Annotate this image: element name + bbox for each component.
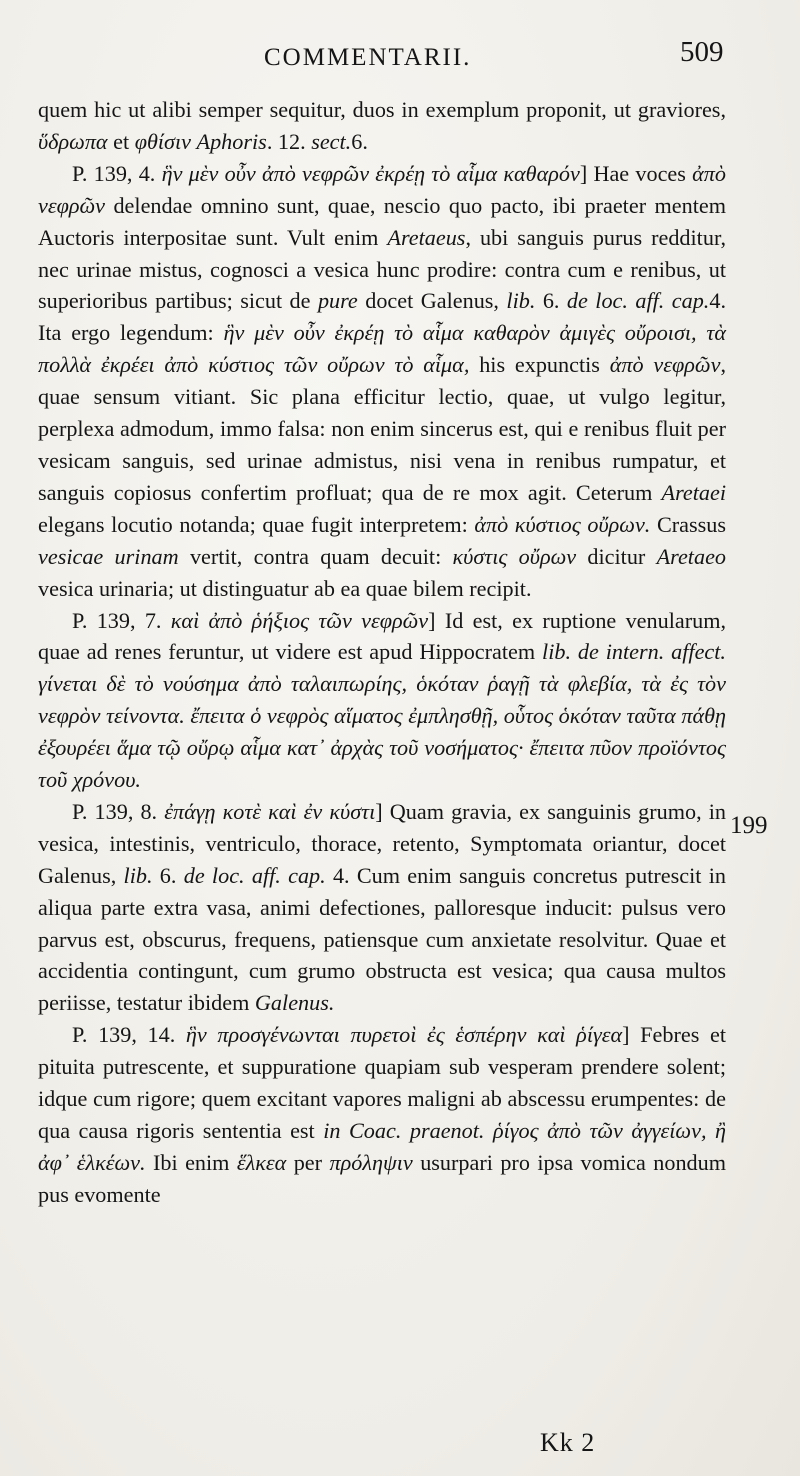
italic-reference: de loc. aff. cap. [566, 288, 710, 314]
italic-reference: Aphoris [196, 128, 267, 154]
greek-quotation: ἀπὸ κύστιος οὔρων. [474, 511, 651, 537]
latin-text: ] Id est, ex ruptione venularum, quae ad renes feruntur, ut videre est apud Hippocratem [38, 607, 726, 665]
latin-text: 6. [152, 862, 184, 888]
paragraph-3 [38, 605, 726, 796]
paragraph-2 [38, 158, 726, 605]
latin-text: 4. Ita ergo legendum: [38, 288, 726, 346]
latin-text: vesica urinaria; ut distinguatur ab ea quae bilem recipit. [38, 575, 532, 601]
latin-text: ] Quam gravia, ex sanguinis grumo, in vesica, intestinis, ventriculo, thorace, retento, Symptomata oriantur, docet Galenus, [38, 798, 726, 888]
latin-text: P. 139, 8. [72, 798, 165, 824]
paragraph-4 [38, 796, 726, 1019]
italic-reference: vesicae urinam [38, 543, 179, 569]
greek-quotation: ῥίγος ἀπὸ τῶν ἀγγείων, ἢ ἀφ᾽ ἑλκέων. [38, 1118, 726, 1175]
latin-text: , ubi sanguis purus redditur, nec urinae mistus, cognosci a vesica hunc prodire: contra cum e renibus, ut superioribus partibus; sicut de [38, 224, 726, 314]
greek-quotation: ἕλκεα [236, 1149, 287, 1175]
italic-reference: Aretaeus [387, 224, 466, 250]
paragraph-1 [38, 94, 726, 158]
italic-reference: in Coac. praenot. [323, 1118, 485, 1143]
latin-text: vertit, contra quam decuit: [178, 543, 453, 569]
paragraph-5 [38, 1019, 726, 1210]
latin-text: 4. Cum enim sanguis concretus putrescit in aliqua parte extra vasa, animi defectiones, palloresque inducit: pulsus vero parvus est, obscurus, frequens, patiensque cum anxietate resolvitur. Quae et accidentia contingunt, cum grumo obstructa est vesica; qua causa multos periisse, testatur ibidem [38, 862, 726, 1016]
latin-text: P. 139, 7. [72, 607, 171, 633]
latin-text: . 12. [266, 128, 312, 154]
latin-text: 6. [351, 128, 368, 154]
latin-text: ] Febres et pituita putrescente, et suppuratione quapiam sub vesperam prendere solent; idque cum rigore; quem excitant vapores maligni ab abscessu erumpentes: de qua causa rigoris sententia est [38, 1022, 726, 1143]
greek-quotation: ὕδρωπα [38, 128, 108, 154]
greek-quotation: ἣν μὲν οὖν ἐκρέῃ τὸ αἷμα καθαρὸν ἀμιγὲς οὔροισι, τὰ πολλὰ ἐκρέει ἀπὸ κύστιος τῶν οὔρων τὸ αἷμα, [38, 320, 726, 378]
italic-reference: sect. [311, 128, 352, 154]
page-number: 509 [680, 36, 724, 68]
latin-text [484, 1118, 493, 1143]
italic-reference: lib. [123, 862, 153, 888]
latin-text: quem hic ut alibi semper sequitur, duos in exemplum proponit, ut graviores, [38, 97, 726, 122]
running-title: COMMENTARII. [264, 44, 472, 71]
italic-reference: pure [317, 288, 358, 314]
latin-text: , quae sensum vitiant. Sic plana efficitur lectio, quae, ut vulgo legitur, perplexa admodum, immo falsa: non enim sincerus est, qui e renibus fluit per vesicam sanguis, sed urinae admistus, nisi vena in renibus rumpatur, et sanguis copiosus confertim profluat; qua de re mox agit. Ceterum [38, 352, 726, 505]
latin-text: delendae omnino sunt, quae, nescio quo pacto, ibi praeter mentem Auctoris interpositae sunt. Vult enim [38, 192, 726, 250]
latin-text: Ibi enim [145, 1149, 237, 1175]
italic-reference: de loc. aff. cap. [183, 862, 326, 888]
latin-text: dicitur [576, 543, 657, 569]
latin-text: docet Galenus, [357, 288, 507, 314]
greek-quotation: κύστις οὔρων [452, 543, 577, 569]
margin-page-reference: 199 [730, 812, 768, 839]
latin-text: ] Hae voces [579, 160, 693, 186]
italic-reference: lib. de intern. affect. [542, 639, 726, 665]
signature-mark: Kk 2 [540, 1428, 596, 1457]
greek-quotation: γίνεται δὲ τὸ νούσημα ἀπὸ ταλαιπωρίης, ὁκόταν ῥαγῇ τὰ φλεβία, τὰ ἐς τὸν νεφρὸν τείνοντα. ἔπειτα ὁ νεφρὸς αἵματος ἐμπλησθῇ, οὗτος ὁκόταν ταῦτα πάθῃ ἐξουρέει ἅμα τῷ οὔρῳ αἷμα κατ᾽ ἀρχὰς τοῦ νοσήματος· ἔπειτα πῦον προϊόντος τοῦ χρόνου. [38, 671, 727, 793]
latin-text: P. 139, 14. [72, 1022, 186, 1048]
italic-reference: Aretaei [661, 479, 726, 505]
italic-reference: Aretaeo [656, 543, 727, 569]
greek-quotation: ἀπὸ νεφρῶν [38, 160, 726, 218]
latin-text: et [107, 128, 135, 154]
italic-reference: lib. [506, 288, 536, 314]
latin-text: per [286, 1149, 330, 1175]
latin-text: elegans locutio notanda; quae fugit interpretem: [38, 511, 475, 537]
greek-quotation: ἐπάγῃ κοτὲ καὶ ἐν κύστι [164, 798, 376, 824]
greek-quotation: ἀπὸ νεφρῶν [609, 352, 721, 378]
latin-text: P. 139, 4. [72, 160, 162, 186]
greek-quotation: ἣν προσγένωνται πυρετοὶ ἐς ἑσπέρην καὶ ῥίγεα [185, 1022, 623, 1048]
latin-text: 6. [535, 288, 567, 314]
latin-text: his expunctis [469, 352, 610, 378]
latin-text: Crassus [650, 511, 726, 537]
greek-quotation: φθίσιν [134, 128, 191, 154]
running-head [0, 36, 800, 76]
greek-quotation: πρόληψιν [329, 1149, 413, 1175]
latin-text: usurpari pro ipsa vomica nondum pus evomente [38, 1149, 726, 1207]
italic-reference: Galenus. [254, 990, 335, 1016]
commentary-text [38, 94, 726, 1211]
greek-quotation: ἣν μὲν οὖν ἀπὸ νεφρῶν ἐκρέῃ τὸ αἷμα καθαρόν [161, 160, 580, 186]
greek-quotation: καὶ ἀπὸ ῥήξιος τῶν νεφρῶν [170, 607, 429, 633]
